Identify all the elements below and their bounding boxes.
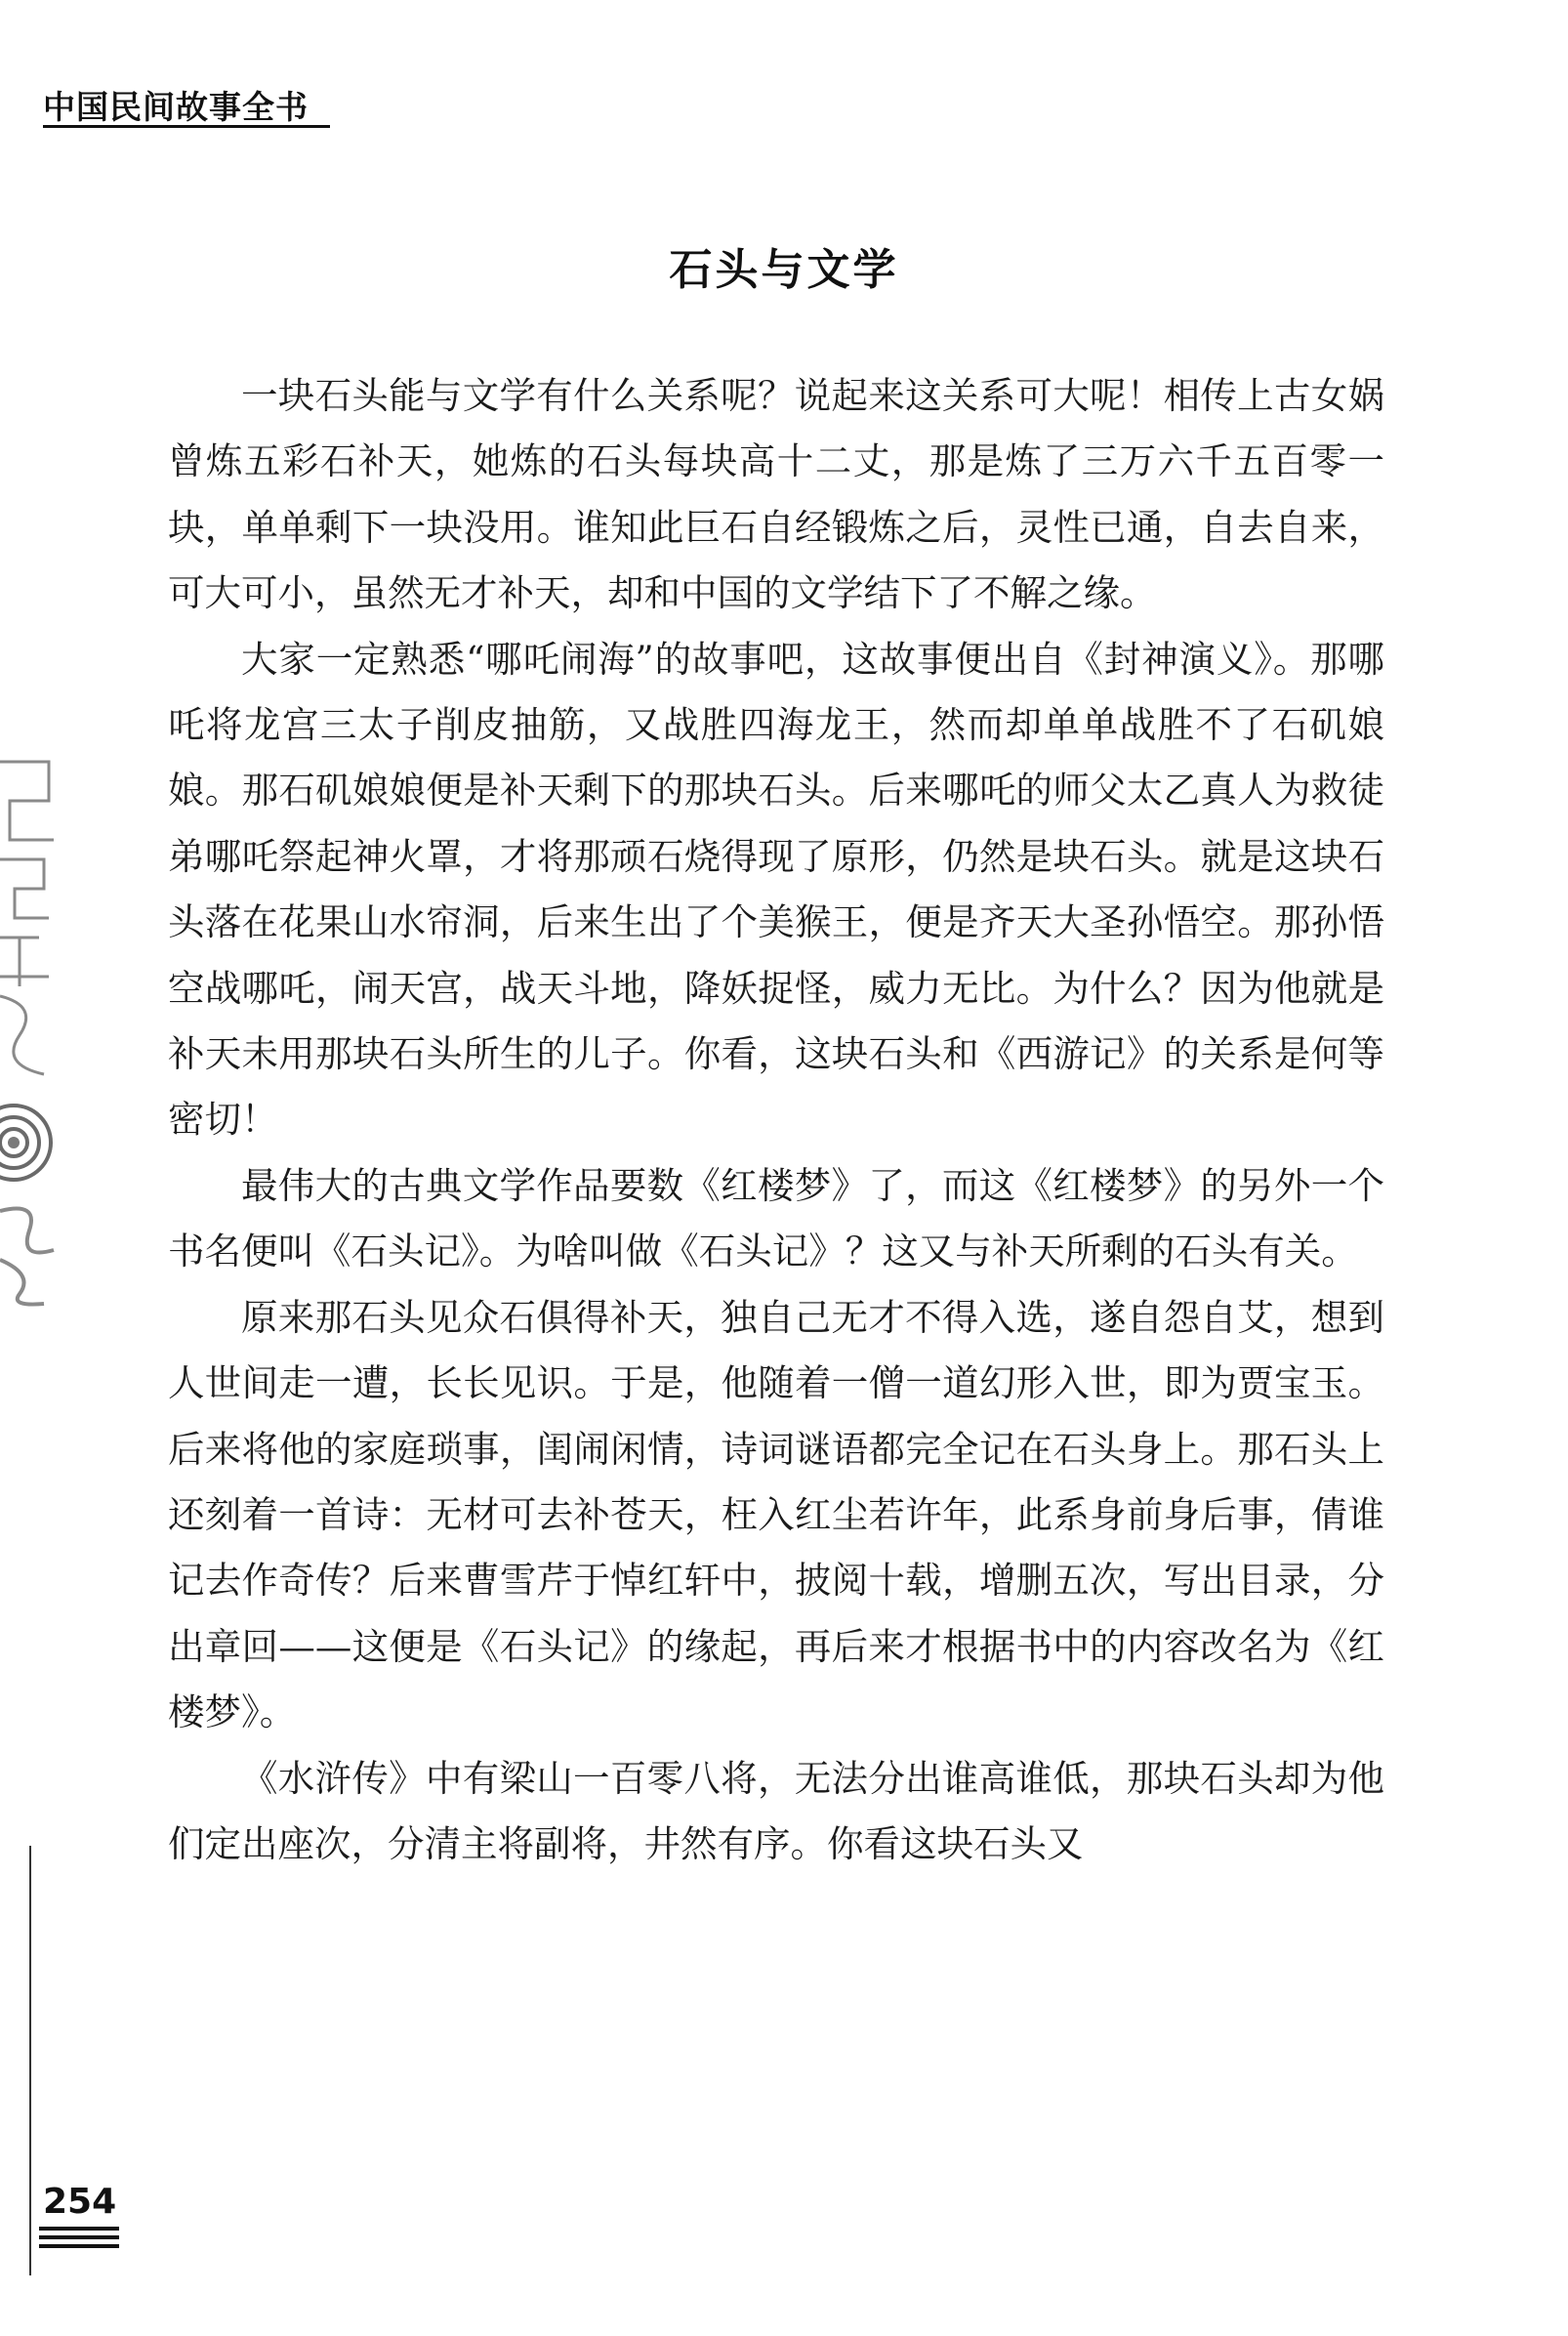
- paragraph-3: 最伟大的古典文学作品要数《红楼梦》了，而这《红楼梦》的另外一个书名便叫《石头记》。为啥叫做《石头记》？这又与补天所剩的石头有关。: [168, 1163, 1384, 1273]
- paragraph-4: 原来那石头见众石俱得补天，独自己无才不得入选，遂自怨自艾，想到人世间走一遭，长长见识。于是，他随着一僧一道幻形入世，即为贾宝玉。后来将他的家庭琐事，闺闹闲情，诗词谜语都完全记在石头身上。那石头上还刻着一首诗：无材可去补苍天，枉入红尘若许年，此系身前身后事，倩谁记去作奇传？后来曹雪芹于悼红轩中，披阅十载，增删五次，写出目录，分出章回——这便是《石头记》的缘起，再后来才根据书中的内容改名为《红楼梦》。: [168, 1295, 1384, 1734]
- paragraph-5: 《水浒传》中有梁山一百零八将，无法分出谁高谁低，那块石头却为他们定出座次，分清主将副将，井然有序。你看这块石头又: [168, 1756, 1384, 1865]
- margin-line: [29, 1846, 31, 2275]
- footer-rule: [39, 2244, 119, 2248]
- header-rule: [43, 125, 330, 128]
- footer-rule: [39, 2227, 119, 2231]
- ornament-graphic: [0, 742, 68, 1309]
- paragraph-1: 一块石头能与文学有什么关系呢？说起来这关系可大呢！相传上古女娲曾炼五彩石补天，她炼的石头每块高十二丈，那是炼了三万六千五百零一块，单单剩下一块没用。谁知此巨石自经锻炼之后，灵性已通，自去自来，可大可小，虽然无才补天，却和中国的文学结下了不解之缘。: [168, 374, 1384, 615]
- side-ornament-pattern: [0, 742, 68, 1309]
- running-header: 中国民间故事全书: [43, 88, 309, 126]
- article-body: [168, 363, 1384, 1877]
- footer-rules: [39, 2227, 119, 2253]
- footer-rule: [39, 2235, 119, 2239]
- page-number: 254: [43, 2182, 117, 2222]
- paragraph-2: 大家一定熟悉“哪吒闹海”的故事吧，这故事便出自《封神演义》。那哪吒将龙宫三太子削皮抽筋，又战胜四海龙王，然而却单单战胜不了石矶娘娘。那石矶娘娘便是补天剩下的那块石头。后来哪吒的师父太乙真人为救徒弟哪吒祭起神火罩，才将那顽石烧得现了原形，仍然是块石头。就是这块石头落在花果山水帘洞，后来生出了个美猴王，便是齐天大圣孙悟空。那孙悟空战哪吒，闹天宫，战天斗地，降妖捉怪，威力无比。为什么？因为他就是补天未用那块石头所生的儿子。你看，这块石头和《西游记》的关系是何等密切！: [168, 637, 1384, 1142]
- chapter-title: 石头与文学: [669, 245, 899, 295]
